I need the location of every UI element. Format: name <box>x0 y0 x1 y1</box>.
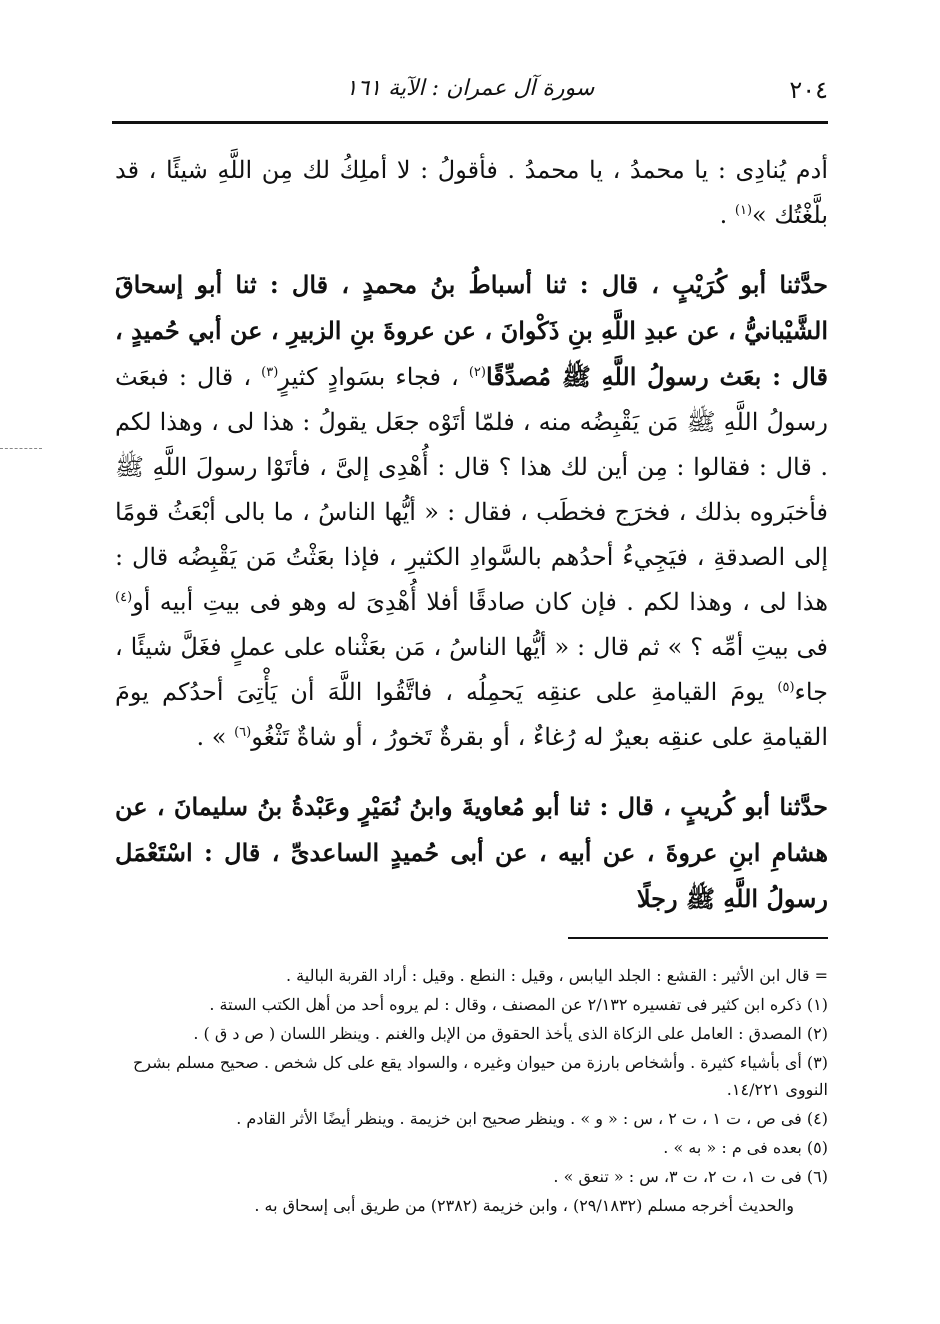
footnote: (٣) أى بأشياء كثيرة . وأشخاص بارزة من حيوان وغيره ، والسواد يقع على كل شخص . صحيح مسلم بشرح النووى ١٤/٢٢١. <box>132 1053 828 1099</box>
paragraph <box>115 784 828 922</box>
footnote: (٢) المصدق : العامل على الزكاة الذى يأخذ الحقوق من الإبل والغنم . وينظر اللسان ( ص د ق ) . <box>193 1024 828 1043</box>
footnote-ref: (٤) <box>115 590 133 605</box>
text-run: يومَ القيامةِ على عنقِه يَحمِلُه ، فاتَّقُوا اللَّهَ أن يَأْتِىَ أحدُكم يومَ القيامةِ على عنقِه بعيرٌ له رُغاءٌ ، أو بقرةٌ تَخورُ ، أو شاةٌ تَثْغُو <box>115 678 828 751</box>
paragraph: أدم يُنادِى : يا محمدُ ، يا محمدُ . فأقولُ : لا أملِكُ لك مِن اللَّهِ شيئًا ، قد بلَّغْتُك »$^{(١)}$ . <box>115 156 828 229</box>
page-number: ٢٠٤ <box>789 76 828 104</box>
text-run: حدَّثنا أبو كُرَيْبٍ ، قال : ثنا أسباطُ بنُ محمدٍ ، قال : ثنا أبو إسحاقَ الشَّيْبانيُّ ، عن عبدِ اللَّهِ بنِ ذَكْوانَ ، عن عروةَ بنِ الزبيرِ ، عن أبي حُميدٍ ، قال : بعَث رسولُ اللَّهِ ﷺ مُصدِّقًا <box>115 270 828 391</box>
margin-mark <box>0 448 42 449</box>
text-run: ، فجاء بسَوادٍ كثيرٍ <box>278 363 459 391</box>
footnote-ref: (١) <box>734 203 753 218</box>
header-rule <box>112 121 828 124</box>
footnote-ref: (٣) <box>261 365 279 380</box>
text-run: » . <box>196 723 227 751</box>
text-run: حدَّثنا أبو كُريبٍ ، قال : ثنا أبو مُعاويةَ وابنُ نُمَيْرٍ وعَبْدةُ بنُ سليمانَ ، عن هشامِ ابنِ عروةَ ، عن أبيه ، عن أبى حُميدٍ الساعدىِّ ، قال : اسْتَعْمَل رسولُ اللَّهِ ﷺ رجلًا <box>115 792 828 913</box>
footnote-ref: (٥) <box>777 680 795 695</box>
text-run: أدم يُنادِى : يا محمدُ ، يا محمدُ . فأقولُ : لا أملِكُ لك مِن اللَّهِ شيئًا ، قد بلَّغْتُك » <box>115 156 828 229</box>
running-title: سورة آل عمران : الآية ١٦١ <box>345 76 595 101</box>
footnote-rule <box>568 937 828 939</box>
footnote: (١) ذكره ابن كثير فى تفسيره ٢/١٣٢ عن المصنف ، وقال : لم يروه أحد من أهل الكتب الستة . <box>209 995 828 1014</box>
footnote: والحديث أخرجه مسلم (٢٩/١٨٣٢) ، وابن خزيمة (٢٣٨٢) من طريق أبى إسحاق به . <box>254 1196 794 1215</box>
footnote: (٤) فى ص ، ت ١ ، ت ٢ ، س : « و » . وينظر صحيح ابن خزيمة . وينظر أيضًا الأثر القادم . <box>236 1109 828 1128</box>
footnote-ref: (٢) <box>468 365 486 380</box>
footnotes <box>115 962 828 1221</box>
paragraph <box>115 262 828 760</box>
footnote: (٦) فى ت ١، ت ٢، ت ٣، س : « تنعق » . <box>553 1167 828 1186</box>
main-text <box>115 148 828 922</box>
footnote: = قال ابن الأثير : القشع : الجلد اليابس ، وقيل : النطع . وقيل : أراد القربة البالية . <box>285 966 828 985</box>
page-header <box>112 70 828 110</box>
text-run: فى بيتِ أمِّه ؟ » ثم قال : « أيُّها الناسُ ، مَن بعَثْناه على عملٍ فغَلَّ شيئًا ، جاء <box>115 633 828 706</box>
text-run: ، قال : فبعَث رسولُ اللَّهِ ﷺ مَن يَقْبِضُه منه ، فلمّا أتَوْه جعَل يقولُ : هذا لى ، وهذا لكم . قال : فقالوا : مِن أين لك هذا ؟ قال : أُهْدِى إلىَّ ، فأتَوْا رسولَ اللَّهِ ﷺ فأخبَروه بذلك ، فخرَج فخطَب ، فقال : « أيُّها الناسُ ، ما بالى أبْعَثُ قومًا إلى الصدقةِ ، فيَجِيءُ أحدُهم بالسَّوادِ الكثيرِ ، فإذا بعَثْتُ مَن يَقْبِضُه قال : هذا لى ، وهذا لكم . فإن كان صادقًا أفلا أُهْدِىَ له وهو فى بيتِ أبيه أو <box>115 363 828 616</box>
footnote: (٥) بعده فى م : « به » . <box>663 1138 828 1157</box>
footnote-ref: (٦) <box>234 725 252 740</box>
